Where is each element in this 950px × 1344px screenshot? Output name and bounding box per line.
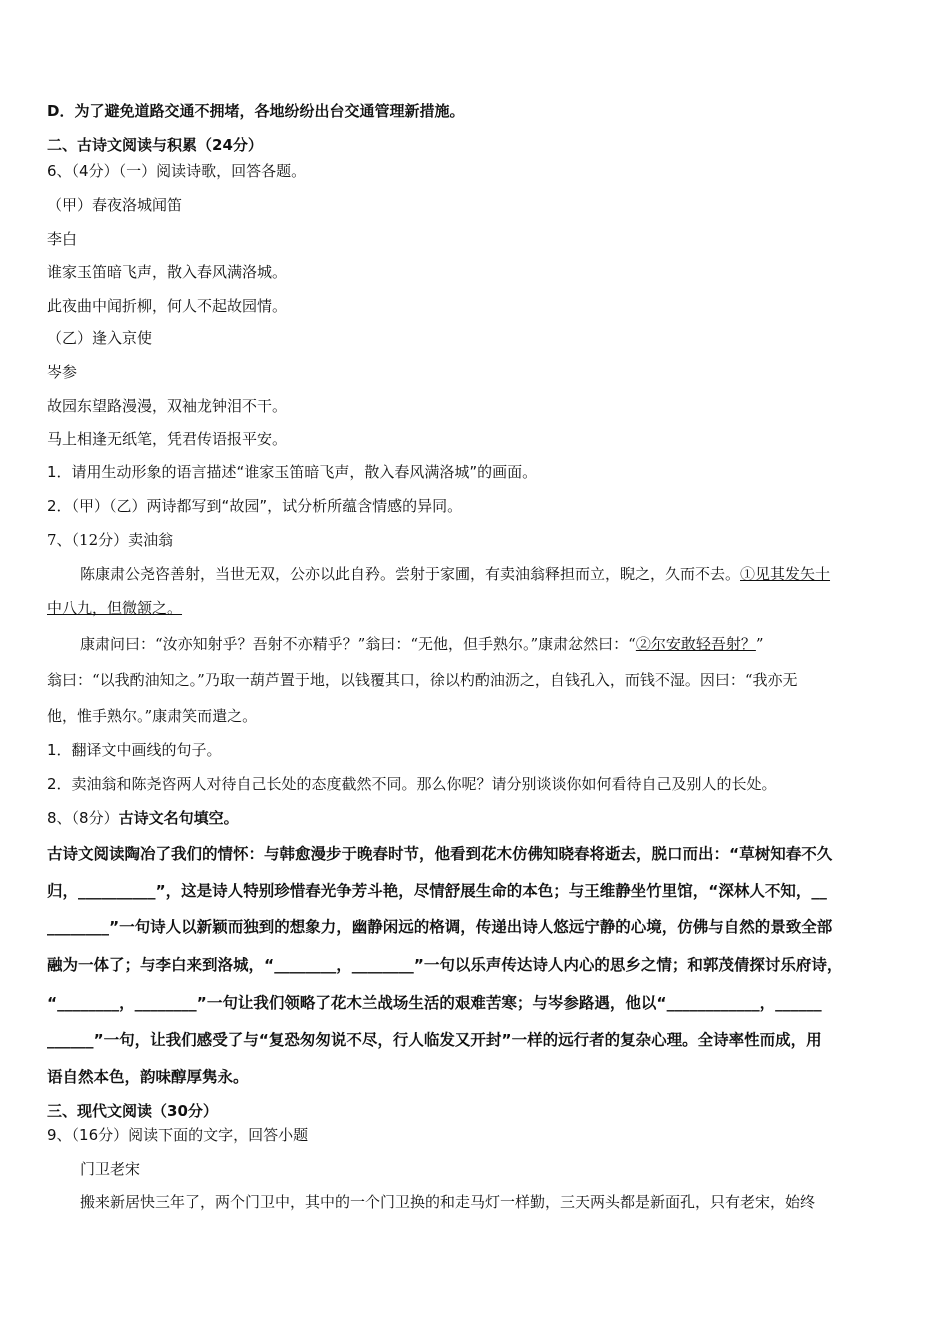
q6-sub-2: 2．（甲）（乙）两诗都写到“故园”，试分析所蕴含情感的异同。 xyxy=(47,497,463,515)
poem-a-author: 李白 xyxy=(47,230,78,248)
poem-b-author: 岑参 xyxy=(47,363,78,381)
section-2-heading: 二、古诗文阅读与积累（24分） xyxy=(47,136,263,154)
question-8-points: 8、（8分） xyxy=(47,809,119,827)
poem-b-line-2: 马上相逢无纸笔，凭君传语报平安。 xyxy=(47,430,288,448)
q8-text-line: 归，__________”，这是诗人特别珍惜春光争芳斗艳，尽情舒展生命的本色；与王维静坐竹里馆，“深林人不知，__ xyxy=(47,882,827,900)
question-7-heading: 7、（12分）卖油翁 xyxy=(47,531,174,549)
underlined-sentence-1-cont: 中八九，但微颔之。 xyxy=(47,599,183,617)
question-8-heading xyxy=(47,808,907,828)
question-6-heading: 6、（4分）（一）阅读诗歌，回答各题。 xyxy=(47,162,307,180)
question-9-heading: 9、（16分）阅读下面的文字，回答小题 xyxy=(47,1126,309,1144)
q8-text-line: 语自然本色，韵味醇厚隽永。 xyxy=(47,1068,249,1086)
article-title: 门卫老宋 xyxy=(80,1160,141,1178)
underlined-sentence-1: ①见其发矢十 xyxy=(740,565,831,583)
poem-a-line-1: 谁家玉笛暗飞声，散入春风满洛城。 xyxy=(47,263,288,281)
question-8-title: 古诗文名句填空。 xyxy=(118,809,239,827)
q8-text-line: ______”一句，让我们感受了与“复恐匆匆说不尽，行人临发又开封”一样的远行者的复杂心理。全诗率性而成，用 xyxy=(47,1031,822,1049)
q8-text-line: 融为一体了；与李白来到洛城，“________，________”一句以乐声传达诗人内心的思乡之情；和郭茂倩探讨乐府诗， xyxy=(47,956,843,974)
q7-sub-2: 2．卖油翁和陈尧咨两人对待自己长处的态度截然不同。那么你呢？请分别谈谈你如何看待自己及别人的长处。 xyxy=(47,775,777,793)
option-d-line: D．为了避免道路交通不拥堵，各地纷纷出台交通管理新措施。 xyxy=(47,102,465,120)
section-3-heading: 三、现代文阅读（30分） xyxy=(47,1102,218,1120)
q7-sub-1: 1．翻译文中画线的句子。 xyxy=(47,741,222,759)
q8-text-line: “________，________”一句让我们领略了花木兰战场生活的艰难苦寒；与岑参路遇，他以“____________，______ xyxy=(47,994,822,1012)
poem-a-line-2: 此夜曲中闻折柳，何人不起故园情。 xyxy=(47,297,288,315)
passage-para-2 xyxy=(80,634,906,654)
passage-text: ” xyxy=(755,635,764,653)
underlined-sentence-2: ②尔安敢轻吾射？ xyxy=(635,635,756,653)
poem-a-title: （甲）春夜洛城闻笛 xyxy=(47,196,183,214)
passage-line: 他，惟手熟尔。”康肃笑而遣之。 xyxy=(47,707,258,725)
passage-line: 翁曰：“以我酌油知之。”乃取一葫芦置于地，以钱覆其口，徐以杓酌油沥之，自钱孔入，而钱不湿。因曰：“我亦无 xyxy=(47,671,798,689)
passage-para-1 xyxy=(80,564,906,584)
passage-text: 康肃问曰：“汝亦知射乎？吾射不亦精乎？”翁曰：“无他，但手熟尔。”康肃忿然曰：“ xyxy=(80,635,636,653)
poem-b-line-1: 故园东望路漫漫，双袖龙钟泪不干。 xyxy=(47,397,288,415)
q6-sub-1: 1．请用生动形象的语言描述“谁家玉笛暗飞声，散入春风满洛城”的画面。 xyxy=(47,463,538,481)
passage-text: 陈康肃公尧咨善射，当世无双，公亦以此自矜。尝射于家圃，有卖油翁释担而立，睨之，久而不去。 xyxy=(80,565,741,583)
q8-text-line: ________”一句诗人以新颖而独到的想象力，幽静闲远的格调，传递出诗人悠远宁静的心境，仿佛与自然的景致全部 xyxy=(47,918,833,936)
q8-text-line: 古诗文阅读陶冶了我们的情怀：与韩愈漫步于晚春时节，他看到花木仿佛知晓春将逝去，脱口而出：“草树知春不久 xyxy=(47,845,833,863)
poem-b-title: （乙）逢入京使 xyxy=(47,329,153,347)
article-first-line: 搬来新居快三年了，两个门卫中，其中的一个门卫换的和走马灯一样勤，三天两头都是新面孔，只有老宋，始终 xyxy=(80,1193,816,1211)
